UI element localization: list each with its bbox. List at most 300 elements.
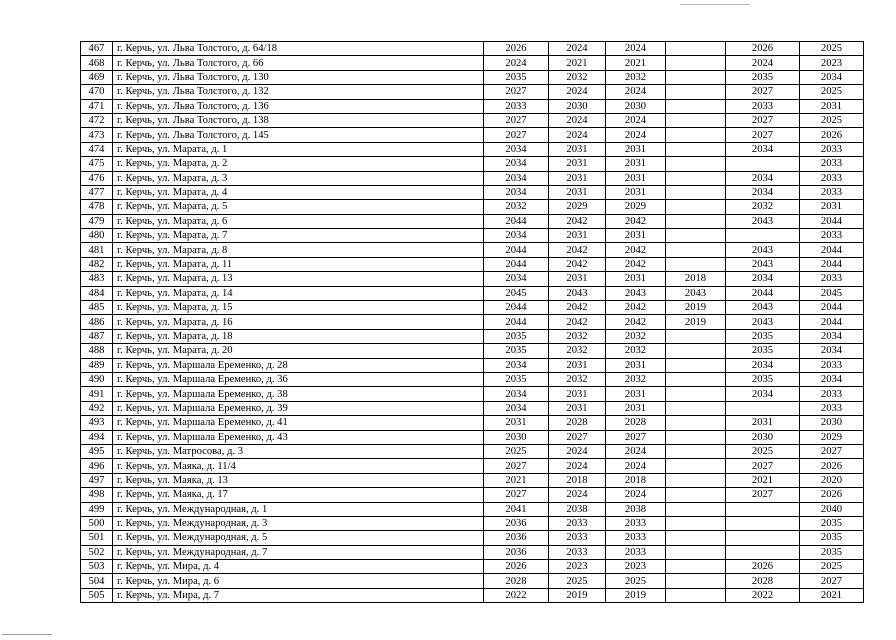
year-cell-1: 2044 (484, 257, 549, 271)
year-cell-1: 2044 (484, 315, 549, 329)
year-cell-3: 2023 (606, 560, 666, 574)
housing-repair-schedule-table (80, 41, 864, 603)
year-cell-6: 2031 (800, 99, 864, 113)
year-cell-3: 2043 (606, 286, 666, 300)
row-number: 495 (81, 444, 113, 458)
year-cell-4 (666, 516, 726, 530)
year-cell-5: 2035 (726, 372, 800, 386)
year-cell-2: 2024 (549, 128, 606, 142)
year-cell-3: 2031 (606, 157, 666, 171)
year-cell-4 (666, 560, 726, 574)
address-cell: г. Керчь, ул. Марата, д. 20 (113, 344, 484, 358)
table-row (81, 142, 864, 156)
table-row (81, 401, 864, 415)
row-number: 497 (81, 473, 113, 487)
year-cell-5: 2034 (726, 358, 800, 372)
year-cell-2: 2043 (549, 286, 606, 300)
year-cell-5: 2026 (726, 42, 800, 56)
year-cell-3: 2038 (606, 502, 666, 516)
address-cell: г. Керчь, ул. Мира, д. 6 (113, 574, 484, 588)
row-number: 477 (81, 185, 113, 199)
year-cell-4 (666, 214, 726, 228)
year-cell-3: 2025 (606, 574, 666, 588)
year-cell-5: 2028 (726, 574, 800, 588)
year-cell-3: 2032 (606, 329, 666, 343)
year-cell-6: 2023 (800, 56, 864, 70)
year-cell-4 (666, 473, 726, 487)
year-cell-4 (666, 70, 726, 84)
year-cell-4 (666, 416, 726, 430)
year-cell-1: 2034 (484, 171, 549, 185)
year-cell-2: 2031 (549, 401, 606, 415)
year-cell-3: 2042 (606, 301, 666, 315)
year-cell-1: 2026 (484, 560, 549, 574)
year-cell-6: 2033 (800, 185, 864, 199)
year-cell-1: 2041 (484, 502, 549, 516)
row-number: 482 (81, 257, 113, 271)
year-cell-1: 2036 (484, 516, 549, 530)
year-cell-3: 2024 (606, 459, 666, 473)
year-cell-3: 2029 (606, 200, 666, 214)
row-number: 487 (81, 329, 113, 343)
year-cell-3: 2019 (606, 588, 666, 602)
year-cell-1: 2035 (484, 344, 549, 358)
year-cell-6: 2035 (800, 516, 864, 530)
year-cell-2: 2024 (549, 113, 606, 127)
address-cell: г. Керчь, ул. Марата, д. 6 (113, 214, 484, 228)
year-cell-5: 2043 (726, 315, 800, 329)
year-cell-2: 2024 (549, 459, 606, 473)
year-cell-6: 2027 (800, 574, 864, 588)
address-cell: г. Керчь, ул. Льва Толстого, д. 64/18 (113, 42, 484, 56)
year-cell-3: 2042 (606, 315, 666, 329)
address-cell: г. Керчь, ул. Марата, д. 13 (113, 272, 484, 286)
address-cell: г. Керчь, ул. Марата, д. 8 (113, 243, 484, 257)
year-cell-3: 2024 (606, 128, 666, 142)
year-cell-2: 2025 (549, 574, 606, 588)
year-cell-4 (666, 344, 726, 358)
table-row (81, 588, 864, 602)
year-cell-1: 2034 (484, 387, 549, 401)
address-cell: г. Керчь, ул. Международная, д. 7 (113, 545, 484, 559)
year-cell-4 (666, 185, 726, 199)
row-number: 467 (81, 42, 113, 56)
year-cell-4 (666, 229, 726, 243)
row-number: 481 (81, 243, 113, 257)
address-cell: г. Керчь, ул. Маяка, д. 13 (113, 473, 484, 487)
year-cell-3: 2031 (606, 185, 666, 199)
year-cell-5: 2030 (726, 430, 800, 444)
table-row (81, 128, 864, 142)
year-cell-3: 2030 (606, 99, 666, 113)
address-cell: г. Керчь, ул. Международная, д. 5 (113, 531, 484, 545)
address-cell: г. Керчь, ул. Маяка, д. 17 (113, 488, 484, 502)
year-cell-2: 2024 (549, 85, 606, 99)
address-cell: г. Керчь, ул. Марата, д. 5 (113, 200, 484, 214)
address-cell: г. Керчь, ул. Льва Толстого, д. 136 (113, 99, 484, 113)
year-cell-4 (666, 372, 726, 386)
year-cell-4 (666, 42, 726, 56)
year-cell-1: 2044 (484, 214, 549, 228)
year-cell-6: 2025 (800, 42, 864, 56)
year-cell-5: 2026 (726, 560, 800, 574)
year-cell-4 (666, 387, 726, 401)
year-cell-6: 2044 (800, 315, 864, 329)
table-row (81, 545, 864, 559)
row-number: 499 (81, 502, 113, 516)
address-cell: г. Керчь, ул. Мира, д. 4 (113, 560, 484, 574)
year-cell-3: 2042 (606, 243, 666, 257)
year-cell-2: 2031 (549, 229, 606, 243)
year-cell-4 (666, 401, 726, 415)
year-cell-5 (726, 157, 800, 171)
year-cell-5 (726, 229, 800, 243)
row-number: 500 (81, 516, 113, 530)
address-cell: г. Керчь, ул. Марата, д. 7 (113, 229, 484, 243)
year-cell-3: 2042 (606, 214, 666, 228)
address-cell: г. Керчь, ул. Льва Толстого, д. 138 (113, 113, 484, 127)
address-cell: г. Керчь, ул. Маршала Еременко, д. 36 (113, 372, 484, 386)
address-cell: г. Керчь, ул. Марата, д. 15 (113, 301, 484, 315)
table-row (81, 560, 864, 574)
year-cell-2: 2030 (549, 99, 606, 113)
year-cell-2: 2031 (549, 272, 606, 286)
row-number: 488 (81, 344, 113, 358)
year-cell-1: 2044 (484, 243, 549, 257)
address-cell: г. Керчь, ул. Льва Толстого, д. 145 (113, 128, 484, 142)
scan-artifact-bottom (2, 634, 52, 635)
year-cell-2: 2033 (549, 516, 606, 530)
table-row (81, 272, 864, 286)
year-cell-2: 2024 (549, 444, 606, 458)
address-cell: г. Керчь, ул. Льва Толстого, д. 130 (113, 70, 484, 84)
year-cell-6: 2034 (800, 372, 864, 386)
row-number: 492 (81, 401, 113, 415)
address-cell: г. Керчь, ул. Маршала Еременко, д. 38 (113, 387, 484, 401)
row-number: 480 (81, 229, 113, 243)
table-row (81, 444, 864, 458)
table-row (81, 56, 864, 70)
year-cell-1: 2033 (484, 99, 549, 113)
year-cell-4 (666, 142, 726, 156)
year-cell-1: 2032 (484, 200, 549, 214)
year-cell-2: 2031 (549, 157, 606, 171)
year-cell-1: 2044 (484, 301, 549, 315)
year-cell-6: 2026 (800, 488, 864, 502)
year-cell-5: 2043 (726, 243, 800, 257)
address-cell: г. Керчь, ул. Льва Толстого, д. 132 (113, 85, 484, 99)
year-cell-4 (666, 329, 726, 343)
table-row (81, 430, 864, 444)
year-cell-6: 2021 (800, 588, 864, 602)
year-cell-6: 2034 (800, 329, 864, 343)
table-row (81, 416, 864, 430)
table-row (81, 214, 864, 228)
year-cell-3: 2024 (606, 488, 666, 502)
year-cell-1: 2036 (484, 545, 549, 559)
year-cell-6: 2034 (800, 344, 864, 358)
year-cell-3: 2031 (606, 142, 666, 156)
year-cell-5: 2021 (726, 473, 800, 487)
year-cell-1: 2036 (484, 531, 549, 545)
year-cell-1: 2025 (484, 444, 549, 458)
year-cell-6: 2020 (800, 473, 864, 487)
year-cell-4 (666, 171, 726, 185)
year-cell-6: 2033 (800, 142, 864, 156)
address-cell: г. Керчь, ул. Маршала Еременко, д. 39 (113, 401, 484, 415)
year-cell-6: 2045 (800, 286, 864, 300)
year-cell-6: 2026 (800, 128, 864, 142)
year-cell-2: 2031 (549, 358, 606, 372)
year-cell-5: 2034 (726, 185, 800, 199)
year-cell-6: 2035 (800, 531, 864, 545)
year-cell-5 (726, 516, 800, 530)
table-row (81, 488, 864, 502)
table-row (81, 200, 864, 214)
year-cell-2: 2029 (549, 200, 606, 214)
year-cell-4 (666, 444, 726, 458)
year-cell-5: 2027 (726, 459, 800, 473)
scan-artifact-top (680, 4, 750, 5)
address-cell: г. Керчь, ул. Маяка, д. 11/4 (113, 459, 484, 473)
year-cell-6: 2030 (800, 416, 864, 430)
year-cell-3: 2024 (606, 113, 666, 127)
year-cell-2: 2042 (549, 214, 606, 228)
year-cell-4: 2043 (666, 286, 726, 300)
year-cell-6: 2025 (800, 85, 864, 99)
table-row (81, 301, 864, 315)
year-cell-1: 2021 (484, 473, 549, 487)
year-cell-6: 2033 (800, 157, 864, 171)
year-cell-2: 2018 (549, 473, 606, 487)
row-number: 472 (81, 113, 113, 127)
year-cell-2: 2031 (549, 185, 606, 199)
year-cell-5: 2035 (726, 344, 800, 358)
year-cell-5 (726, 401, 800, 415)
year-cell-4: 2019 (666, 301, 726, 315)
row-number: 484 (81, 286, 113, 300)
table-row (81, 387, 864, 401)
year-cell-3: 2033 (606, 545, 666, 559)
year-cell-2: 2027 (549, 430, 606, 444)
year-cell-6: 2027 (800, 444, 864, 458)
year-cell-4 (666, 459, 726, 473)
year-cell-6: 2040 (800, 502, 864, 516)
row-number: 470 (81, 85, 113, 99)
year-cell-5: 2033 (726, 99, 800, 113)
table-row (81, 99, 864, 113)
year-cell-1: 2030 (484, 430, 549, 444)
year-cell-2: 2042 (549, 315, 606, 329)
year-cell-1: 2031 (484, 416, 549, 430)
year-cell-4 (666, 257, 726, 271)
year-cell-6: 2044 (800, 214, 864, 228)
year-cell-2: 2028 (549, 416, 606, 430)
table-row (81, 516, 864, 530)
year-cell-6: 2034 (800, 70, 864, 84)
table-row (81, 502, 864, 516)
year-cell-5: 2043 (726, 214, 800, 228)
year-cell-5: 2035 (726, 329, 800, 343)
year-cell-4 (666, 99, 726, 113)
row-number: 479 (81, 214, 113, 228)
table-row (81, 70, 864, 84)
row-number: 501 (81, 531, 113, 545)
year-cell-3: 2027 (606, 430, 666, 444)
row-number: 468 (81, 56, 113, 70)
year-cell-5: 2032 (726, 200, 800, 214)
year-cell-2: 2024 (549, 42, 606, 56)
table-row (81, 358, 864, 372)
address-cell: г. Керчь, ул. Марата, д. 1 (113, 142, 484, 156)
row-number: 475 (81, 157, 113, 171)
table-row (81, 459, 864, 473)
year-cell-3: 2032 (606, 372, 666, 386)
row-number: 502 (81, 545, 113, 559)
year-cell-4 (666, 531, 726, 545)
year-cell-4 (666, 128, 726, 142)
year-cell-3: 2042 (606, 257, 666, 271)
address-cell: г. Керчь, ул. Марата, д. 2 (113, 157, 484, 171)
year-cell-1: 2034 (484, 401, 549, 415)
year-cell-6: 2033 (800, 401, 864, 415)
year-cell-6: 2035 (800, 545, 864, 559)
address-cell: г. Керчь, ул. Льва Толстого, д. 66 (113, 56, 484, 70)
table-row (81, 372, 864, 386)
year-cell-4 (666, 588, 726, 602)
year-cell-3: 2018 (606, 473, 666, 487)
table-row (81, 473, 864, 487)
table-row (81, 171, 864, 185)
address-cell: г. Керчь, ул. Марата, д. 14 (113, 286, 484, 300)
year-cell-5: 2043 (726, 301, 800, 315)
year-cell-6: 2033 (800, 229, 864, 243)
year-cell-3: 2031 (606, 387, 666, 401)
row-number: 486 (81, 315, 113, 329)
year-cell-4 (666, 200, 726, 214)
year-cell-2: 2021 (549, 56, 606, 70)
year-cell-5: 2024 (726, 56, 800, 70)
year-cell-6: 2033 (800, 272, 864, 286)
table-row (81, 243, 864, 257)
year-cell-1: 2035 (484, 372, 549, 386)
year-cell-1: 2026 (484, 42, 549, 56)
address-cell: г. Керчь, ул. Мира, д. 7 (113, 588, 484, 602)
year-cell-6: 2044 (800, 257, 864, 271)
address-cell: г. Керчь, ул. Маршала Еременко, д. 43 (113, 430, 484, 444)
year-cell-3: 2031 (606, 401, 666, 415)
year-cell-1: 2027 (484, 113, 549, 127)
table-row (81, 42, 864, 56)
year-cell-3: 2024 (606, 85, 666, 99)
year-cell-6: 2044 (800, 301, 864, 315)
year-cell-1: 2034 (484, 185, 549, 199)
year-cell-1: 2045 (484, 286, 549, 300)
row-number: 494 (81, 430, 113, 444)
year-cell-2: 2033 (549, 531, 606, 545)
year-cell-3: 2031 (606, 229, 666, 243)
year-cell-1: 2027 (484, 488, 549, 502)
row-number: 473 (81, 128, 113, 142)
year-cell-2: 2042 (549, 257, 606, 271)
address-cell: г. Керчь, ул. Марата, д. 16 (113, 315, 484, 329)
table-row (81, 315, 864, 329)
year-cell-5: 2027 (726, 85, 800, 99)
row-number: 485 (81, 301, 113, 315)
year-cell-2: 2019 (549, 588, 606, 602)
year-cell-3: 2031 (606, 358, 666, 372)
year-cell-5 (726, 531, 800, 545)
table-body (81, 42, 864, 603)
year-cell-5: 2027 (726, 113, 800, 127)
year-cell-2: 2031 (549, 387, 606, 401)
year-cell-6: 2025 (800, 560, 864, 574)
table-row (81, 229, 864, 243)
year-cell-4 (666, 358, 726, 372)
year-cell-6: 2033 (800, 387, 864, 401)
year-cell-3: 2024 (606, 444, 666, 458)
year-cell-1: 2028 (484, 574, 549, 588)
address-cell: г. Керчь, ул. Международная, д. 3 (113, 516, 484, 530)
year-cell-5: 2031 (726, 416, 800, 430)
year-cell-5: 2044 (726, 286, 800, 300)
year-cell-3: 2021 (606, 56, 666, 70)
year-cell-2: 2033 (549, 545, 606, 559)
year-cell-3: 2033 (606, 516, 666, 530)
row-number: 476 (81, 171, 113, 185)
year-cell-6: 2033 (800, 358, 864, 372)
table-row (81, 286, 864, 300)
year-cell-5: 2034 (726, 272, 800, 286)
year-cell-2: 2032 (549, 372, 606, 386)
year-cell-6: 2026 (800, 459, 864, 473)
year-cell-3: 2024 (606, 42, 666, 56)
year-cell-5: 2035 (726, 70, 800, 84)
year-cell-5: 2027 (726, 488, 800, 502)
year-cell-2: 2038 (549, 502, 606, 516)
year-cell-5: 2034 (726, 171, 800, 185)
year-cell-2: 2024 (549, 488, 606, 502)
year-cell-4 (666, 56, 726, 70)
year-cell-1: 2034 (484, 142, 549, 156)
year-cell-1: 2034 (484, 272, 549, 286)
row-number: 478 (81, 200, 113, 214)
year-cell-2: 2032 (549, 329, 606, 343)
row-number: 469 (81, 70, 113, 84)
year-cell-4: 2019 (666, 315, 726, 329)
year-cell-4 (666, 430, 726, 444)
year-cell-4 (666, 488, 726, 502)
year-cell-5: 2034 (726, 142, 800, 156)
year-cell-4 (666, 113, 726, 127)
year-cell-5: 2034 (726, 387, 800, 401)
year-cell-2: 2031 (549, 142, 606, 156)
year-cell-4 (666, 574, 726, 588)
year-cell-1: 2024 (484, 56, 549, 70)
year-cell-6: 2025 (800, 113, 864, 127)
year-cell-2: 2023 (549, 560, 606, 574)
year-cell-4 (666, 85, 726, 99)
year-cell-5 (726, 545, 800, 559)
row-number: 490 (81, 372, 113, 386)
year-cell-4 (666, 502, 726, 516)
year-cell-6: 2033 (800, 171, 864, 185)
year-cell-4 (666, 243, 726, 257)
year-cell-2: 2032 (549, 344, 606, 358)
year-cell-3: 2031 (606, 272, 666, 286)
year-cell-2: 2031 (549, 171, 606, 185)
table-row (81, 574, 864, 588)
